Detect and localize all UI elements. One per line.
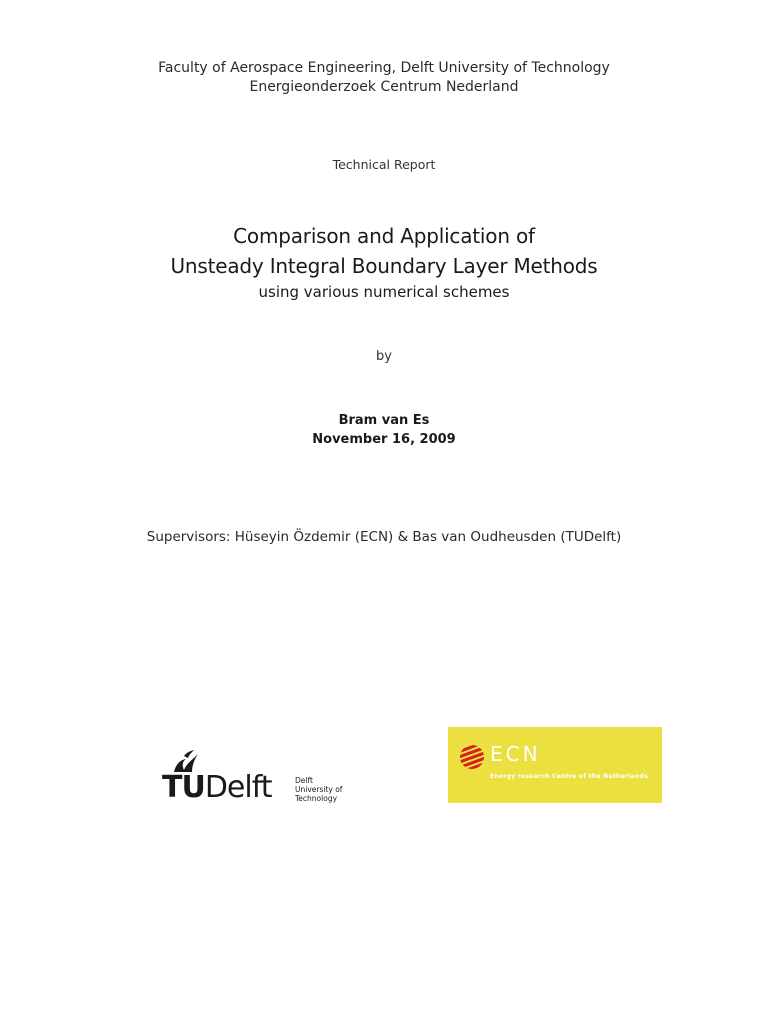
ecn-wordmark: ECN [490,742,541,766]
tudelft-subtext: Delft University of Technology [295,776,343,803]
ecn-sun-icon [458,743,486,771]
tudelft-wordmark: TUDelft [162,770,272,805]
institution-line-1: Faculty of Aerospace Engineering, Delft University of Technology [158,60,610,76]
title-line-2: Unsteady Integral Boundary Layer Methods [170,254,598,278]
title-line-1: Comparison and Application of [233,224,535,248]
institution-line-2: Energieonderzoek Centrum Nederland [249,79,519,95]
ecn-tagline: Energy research Centre of the Netherlands [490,773,648,780]
supervisors: Supervisors: Hüseyin Özdemir (ECN) & Bas van Oudheusden (TUDelft) [146,529,622,545]
report-date: November 16, 2009 [312,432,456,447]
report-type: Technical Report [332,157,436,172]
author-name: Bram van Es [338,413,430,428]
by-label: by [376,349,392,364]
subtitle: using various numerical schemes [258,283,510,301]
tudelft-logo [160,750,350,806]
ecn-logo [448,727,662,803]
